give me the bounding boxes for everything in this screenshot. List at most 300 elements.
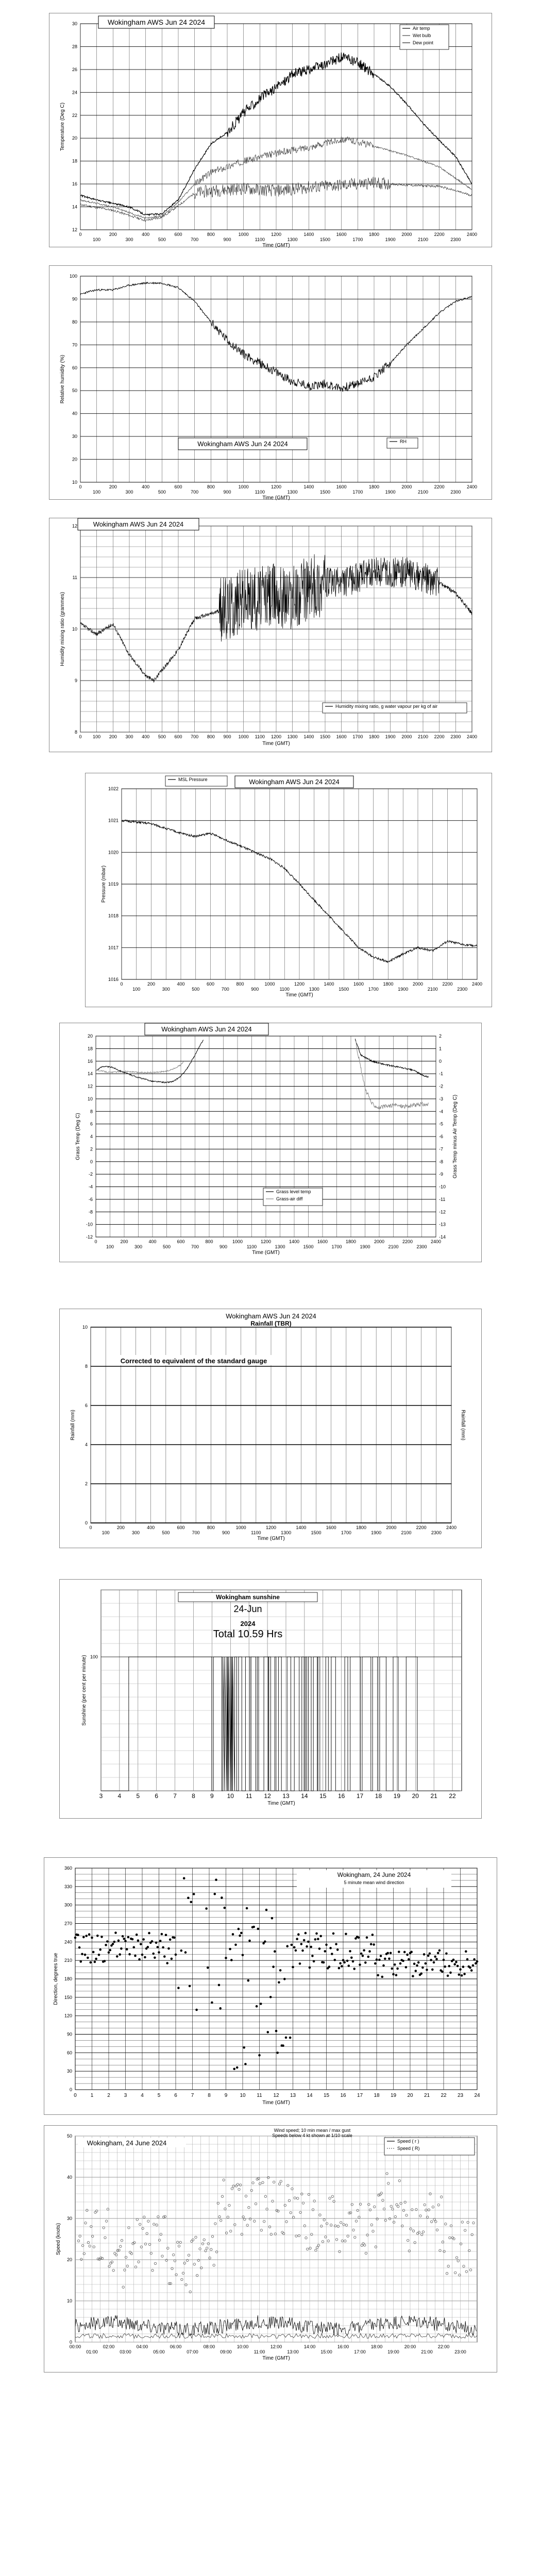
x-tick-label: 1600 — [336, 232, 347, 237]
x-tick-label: 800 — [207, 232, 215, 237]
data-point — [296, 1938, 298, 1940]
x-tick-label: 400 — [142, 232, 150, 237]
data-point — [382, 1964, 385, 1967]
data-point — [141, 1954, 144, 1956]
data-point — [448, 1965, 451, 1968]
data-point — [452, 1959, 455, 1961]
x-tick-label: 06:00 — [170, 2344, 182, 2349]
data-point — [377, 1974, 379, 1977]
x-tick-label: 500 — [158, 237, 166, 242]
x-tick-label: 1500 — [311, 1530, 322, 1535]
x-tick-label: 1300 — [287, 237, 298, 242]
x-tick-label: 2400 — [466, 734, 478, 739]
x-tick-label: 600 — [174, 484, 182, 489]
data-point — [258, 2054, 261, 2057]
data-point — [230, 1959, 233, 1961]
data-point — [244, 2063, 247, 2065]
x-tick-label: 1000 — [232, 1239, 243, 1244]
y-tick-label: 8 — [84, 1364, 88, 1369]
x-tick-label: 2400 — [430, 1239, 442, 1244]
x-tick-label: 5 — [157, 2093, 161, 2098]
x-tick-label: 11:00 — [253, 2349, 265, 2354]
data-point — [447, 1975, 449, 1977]
x-tick-label: 08:00 — [203, 2344, 215, 2349]
y-tick-label: 10 — [66, 2298, 72, 2303]
chart-title: Wokingham AWS Jun 24 2024 — [249, 778, 340, 786]
x-tick-label: 2100 — [427, 987, 438, 992]
data-point — [265, 1909, 268, 1911]
x-tick-label: 800 — [205, 1239, 213, 1244]
grass-temp-chart — [60, 1023, 482, 1263]
data-point — [427, 1955, 430, 1957]
x-tick-label: 8 — [208, 2093, 211, 2098]
data-point — [328, 1965, 331, 1968]
y-tick-label-right: -13 — [439, 1222, 446, 1227]
data-point — [134, 1955, 137, 1957]
x-tick-label: 1100 — [255, 489, 265, 495]
data-point — [368, 1950, 371, 1953]
data-point — [214, 1893, 216, 1895]
x-tick-label: 1200 — [260, 1239, 272, 1244]
x-tick-label: 100 — [102, 1530, 110, 1535]
wind-speed-chart-panel — [44, 2125, 497, 2372]
data-point — [247, 1979, 250, 1982]
x-tick-label: 18 — [374, 2093, 380, 2098]
data-point — [96, 1935, 99, 1937]
x-tick-label: 1600 — [336, 734, 347, 739]
x-tick-label: 13 — [290, 2093, 296, 2098]
data-point — [88, 1933, 91, 1936]
x-tick-label: 1400 — [289, 1239, 300, 1244]
data-point — [85, 1935, 88, 1937]
data-point — [187, 1897, 190, 1900]
x-tick-label: 1100 — [279, 987, 290, 992]
x-tick-label: 1200 — [270, 734, 282, 739]
x-tick-label: 1100 — [246, 1244, 257, 1249]
x-tick-label: 00:00 — [69, 2344, 81, 2349]
y-tick-label: 210 — [64, 1958, 72, 1963]
y-tick-label: -8 — [88, 1209, 93, 1215]
data-point — [238, 1928, 240, 1930]
y-tick-label: 100 — [69, 274, 77, 279]
x-axis-label: Time (GMT) — [262, 741, 290, 747]
y-tick-label: 1020 — [108, 850, 119, 855]
y-tick-label-right: -11 — [439, 1196, 446, 1202]
data-point — [410, 1951, 413, 1953]
data-point — [127, 1936, 130, 1939]
data-point — [286, 1945, 289, 1947]
y-tick-label: 2 — [90, 1146, 93, 1152]
x-tick-label: 16:00 — [337, 2344, 349, 2349]
data-point — [458, 1974, 461, 1976]
data-point — [353, 1968, 356, 1970]
x-axis-label: Time (GMT) — [267, 1801, 295, 1806]
x-tick-label: 21 — [430, 1792, 437, 1800]
x-tick-label: 1800 — [383, 981, 394, 987]
x-tick-label: 2200 — [434, 232, 445, 237]
data-point — [453, 1963, 456, 1965]
y-tick-label: 0 — [69, 2340, 72, 2345]
legend-label: Humidity mixing ratio, g water vapour per kg of air — [335, 704, 438, 709]
x-tick-label: 1200 — [270, 232, 282, 237]
data-point — [403, 1951, 406, 1954]
data-point — [390, 1952, 392, 1955]
x-tick-label: 1900 — [398, 987, 409, 992]
data-point — [335, 1943, 337, 1945]
y-tick-label: 10 — [87, 1096, 93, 1101]
data-point — [438, 1950, 441, 1952]
x-tick-label: 900 — [223, 237, 231, 242]
x-tick-label: 1900 — [385, 237, 396, 242]
data-point — [412, 1975, 414, 1977]
y-tick-label: 60 — [72, 365, 77, 370]
x-tick-label: 20 — [412, 1792, 419, 1800]
data-point — [283, 1978, 286, 1980]
x-tick-label: 2100 — [388, 1244, 399, 1249]
x-tick-label: 2300 — [416, 1244, 427, 1249]
y-tick-label: 90 — [66, 2031, 72, 2037]
y-tick-label: 40 — [66, 2175, 72, 2180]
y-tick-label: 6 — [84, 1403, 88, 1408]
x-tick-label: 19 — [390, 2093, 397, 2098]
data-point — [171, 1958, 173, 1960]
data-point — [430, 1959, 432, 1961]
y-tick-label: 1022 — [108, 786, 119, 791]
rainfall-chart-panel — [59, 1309, 482, 1548]
x-tick-label: 700 — [191, 1244, 199, 1249]
x-tick-label: 2 — [107, 2093, 110, 2098]
data-point — [215, 1878, 217, 1881]
data-point — [303, 1939, 306, 1942]
y-tick-label: 16 — [72, 181, 77, 187]
data-point — [163, 1955, 166, 1958]
x-tick-label: 800 — [207, 734, 215, 739]
data-point — [325, 1943, 328, 1946]
data-point — [87, 1957, 89, 1959]
x-tick-label: 2100 — [401, 1530, 412, 1535]
rainfall-chart — [60, 1309, 482, 1549]
y-tick-label: 40 — [72, 411, 77, 416]
y-tick-label-right: 0 — [439, 1058, 442, 1064]
x-axis-label: Time (GMT) — [262, 2100, 290, 2106]
data-point — [317, 1938, 319, 1940]
y-tick-label: 180 — [64, 1976, 72, 1981]
y-tick-label: 100 — [90, 1654, 98, 1659]
data-point — [94, 1961, 96, 1963]
chart-annotation: Corrected to equivalent of the standard gauge — [120, 1357, 267, 1365]
data-point — [359, 1963, 361, 1966]
x-tick-label: 8 — [192, 1792, 195, 1800]
data-point — [242, 1954, 244, 1957]
data-point — [90, 1961, 92, 1964]
data-point — [157, 1946, 159, 1948]
data-point — [159, 1940, 162, 1942]
data-point — [300, 1943, 303, 1945]
y-tick-label: 1021 — [108, 818, 119, 823]
x-tick-label: 1900 — [360, 1244, 370, 1249]
x-axis-label: Time (GMT) — [262, 2355, 290, 2361]
x-tick-label: 200 — [116, 1525, 125, 1530]
y-axis-label: Sunshine (per cent per minute) — [81, 1655, 87, 1726]
data-point — [292, 1966, 294, 1969]
y-tick-label: 8 — [90, 1109, 93, 1114]
x-tick-label: 1900 — [385, 734, 396, 739]
data-point — [323, 1961, 325, 1964]
legend-label: MSL Pressure — [178, 777, 208, 782]
x-tick-label: 10:00 — [236, 2344, 249, 2349]
x-tick-label: 18 — [375, 1792, 382, 1800]
x-tick-label: 20:00 — [404, 2344, 416, 2349]
data-point — [318, 1947, 321, 1950]
x-tick-label: 1100 — [251, 1530, 261, 1535]
x-tick-label: 600 — [177, 1239, 185, 1244]
x-tick-label: 300 — [134, 1244, 143, 1249]
x-tick-label: 17 — [356, 1792, 364, 1800]
x-tick-label: 2400 — [446, 1525, 457, 1530]
y-tick-label: 80 — [72, 319, 77, 325]
data-point — [162, 1946, 164, 1949]
data-point — [98, 1954, 100, 1956]
data-point — [246, 1907, 248, 1910]
data-point — [123, 1938, 126, 1940]
data-point — [116, 1955, 119, 1958]
x-tick-label: 1 — [90, 2093, 94, 2098]
temperature-chart-panel — [49, 13, 492, 247]
data-point — [341, 1965, 343, 1968]
data-point — [459, 1968, 462, 1971]
data-point — [473, 1958, 476, 1961]
data-point — [398, 1951, 400, 1953]
x-tick-label: 500 — [158, 489, 166, 495]
y-tick-label: 18 — [87, 1046, 93, 1052]
x-tick-label: 1300 — [287, 734, 298, 739]
y-tick-label: 60 — [66, 2050, 72, 2056]
y-tick-label: 12 — [72, 227, 77, 232]
data-point — [395, 1974, 398, 1976]
y-tick-label-right: 1 — [439, 1046, 442, 1052]
x-tick-label: 1600 — [336, 484, 347, 489]
data-point — [120, 1947, 123, 1950]
chart-title: Wokingham AWS Jun 24 2024 — [226, 1312, 316, 1320]
x-axis-label: Time (GMT) — [285, 992, 313, 998]
x-tick-label: 1800 — [368, 484, 380, 489]
x-tick-label: 2200 — [416, 1525, 427, 1530]
x-tick-label: 23 — [457, 2093, 464, 2098]
x-tick-label: 15:00 — [320, 2349, 332, 2354]
data-point — [329, 1947, 332, 1950]
x-tick-label: 1400 — [303, 232, 314, 237]
x-axis-label: Time (GMT) — [252, 1250, 280, 1256]
data-point — [380, 1955, 382, 1957]
x-tick-label: 13 — [282, 1792, 290, 1800]
y-axis-label: Direction, degrees true — [53, 1953, 59, 2005]
x-tick-label: 600 — [174, 734, 182, 739]
data-point — [314, 1938, 317, 1941]
data-point — [112, 1943, 114, 1945]
x-tick-label: 1400 — [296, 1525, 307, 1530]
humidity-chart — [49, 266, 493, 500]
x-tick-label: 1700 — [352, 237, 363, 242]
data-point — [406, 1954, 409, 1956]
y-tick-label: 10 — [72, 480, 77, 485]
x-tick-label: 700 — [192, 1530, 200, 1535]
data-point — [190, 1901, 193, 1904]
data-point — [100, 1936, 103, 1938]
x-tick-label: 1700 — [341, 1530, 351, 1535]
x-tick-label: 23:00 — [454, 2349, 466, 2354]
x-tick-label: 700 — [191, 237, 199, 242]
x-tick-label: 0 — [79, 232, 82, 237]
data-point — [78, 1946, 81, 1949]
y-tick-label: 22 — [72, 112, 77, 118]
x-axis-label: Time (GMT) — [257, 1536, 285, 1541]
x-tick-label: 100 — [93, 734, 101, 739]
data-point — [189, 1985, 191, 1988]
data-point — [297, 1933, 300, 1936]
data-point — [117, 1939, 120, 1942]
x-tick-label: 0 — [79, 734, 82, 739]
x-tick-label: 300 — [131, 1530, 140, 1535]
y-axis-label: Humidity mixing ratio (grammes) — [60, 592, 65, 666]
data-point — [128, 1953, 131, 1956]
y-tick-label: 120 — [64, 2013, 72, 2019]
data-point — [420, 1972, 422, 1975]
y-tick-label-right: -14 — [439, 1234, 446, 1240]
data-point — [416, 1964, 418, 1967]
x-tick-label: 400 — [142, 484, 150, 489]
data-point — [444, 1965, 446, 1968]
data-point — [232, 1933, 234, 1936]
data-point — [367, 1956, 370, 1958]
y-tick-label: 8 — [74, 730, 77, 735]
data-point — [234, 1944, 237, 1946]
x-tick-label: 0 — [120, 981, 123, 987]
x-tick-label: 200 — [120, 1239, 128, 1244]
x-tick-label: 2300 — [457, 987, 468, 992]
x-tick-label: 900 — [219, 1244, 228, 1249]
data-point — [336, 1948, 339, 1951]
y-tick-label: 10 — [72, 626, 77, 632]
y-tick-label: 270 — [64, 1921, 72, 1926]
sunshine-chart — [60, 1580, 482, 1819]
data-point — [457, 1965, 459, 1968]
x-tick-label: 4 — [141, 2093, 144, 2098]
x-tick-label: 22 — [449, 1792, 456, 1800]
data-point — [445, 1953, 448, 1955]
y-tick-label: -6 — [88, 1196, 93, 1202]
data-point — [219, 2007, 222, 2010]
data-point — [461, 1974, 463, 1977]
y-tick-label: 300 — [64, 1902, 72, 1908]
x-tick-label: 400 — [148, 1239, 157, 1244]
data-point — [334, 1959, 336, 1961]
data-point — [291, 1944, 293, 1946]
data-point — [391, 1968, 394, 1970]
data-point — [169, 1938, 172, 1941]
y-tick-label: 12 — [87, 1083, 93, 1089]
x-tick-label: 01:00 — [86, 2349, 98, 2354]
data-point — [408, 1958, 410, 1961]
y-tick-label: 70 — [72, 342, 77, 348]
x-tick-label: 400 — [142, 734, 150, 739]
data-point — [339, 1962, 342, 1965]
data-point — [122, 1935, 124, 1938]
data-point — [429, 1953, 431, 1955]
y-axis-label-right: Grass Temp minus Air Temp (Deg C) — [452, 1094, 458, 1179]
data-point — [364, 1961, 367, 1964]
x-tick-label: 1200 — [294, 981, 305, 987]
x-tick-label: 200 — [109, 232, 117, 237]
x-tick-label: 2400 — [471, 981, 483, 987]
data-point — [384, 1958, 386, 1960]
y-tick-label: 12 — [72, 523, 77, 529]
data-point — [221, 1896, 223, 1899]
x-tick-label: 1900 — [371, 1530, 382, 1535]
x-tick-label: 2200 — [434, 484, 445, 489]
x-tick-label: 1100 — [255, 237, 265, 242]
data-point — [293, 1946, 296, 1949]
data-point — [433, 1961, 435, 1964]
y-tick-label-right: 2 — [439, 1033, 442, 1039]
data-point — [207, 1967, 209, 1969]
y-tick-label-right: -2 — [439, 1083, 444, 1089]
x-tick-label: 19 — [393, 1792, 401, 1800]
y-tick-label: 26 — [72, 66, 77, 72]
chart-title: Wokingham AWS Jun 24 2024 — [107, 18, 206, 26]
data-point — [257, 1928, 260, 1930]
data-point — [114, 1931, 117, 1934]
data-point — [175, 1954, 177, 1956]
x-tick-label: 15 — [323, 2093, 330, 2098]
x-tick-label: 100 — [93, 489, 101, 495]
data-point — [77, 1934, 79, 1936]
data-point — [282, 2044, 284, 2047]
data-point — [256, 2005, 258, 2008]
data-point — [441, 1971, 444, 1973]
x-tick-label: 1200 — [270, 484, 282, 489]
data-point — [151, 1940, 154, 1943]
data-point — [252, 1926, 255, 1928]
x-tick-label: 1500 — [303, 1244, 314, 1249]
data-point — [166, 1962, 168, 1964]
data-point — [465, 1950, 467, 1953]
y-tick-label: 20 — [72, 135, 77, 141]
x-tick-label: 2100 — [417, 237, 429, 242]
x-tick-label: 2000 — [401, 484, 412, 489]
data-point — [81, 1953, 83, 1956]
data-point — [306, 1945, 308, 1948]
data-point — [133, 1946, 136, 1948]
x-tick-label: 21 — [424, 2093, 430, 2098]
x-tick-label: 9 — [224, 2093, 228, 2098]
data-point — [338, 1967, 341, 1970]
data-point — [402, 1960, 404, 1962]
data-point — [126, 1948, 128, 1951]
data-point — [381, 1976, 384, 1978]
chart-subtitle: 5 minute mean wind direction — [344, 1880, 404, 1885]
x-tick-label: 0 — [89, 1525, 92, 1530]
y-axis-label: Relative humidity (%) — [60, 354, 65, 404]
data-point — [243, 2046, 245, 2049]
data-point — [131, 1938, 134, 1941]
data-point — [119, 1953, 121, 1956]
x-tick-label: 5 — [136, 1792, 140, 1800]
x-tick-label: 1400 — [303, 484, 314, 489]
y-tick-label: 18 — [72, 158, 77, 164]
x-tick-label: 07:00 — [187, 2349, 198, 2354]
y-tick-label: 150 — [64, 1994, 72, 2000]
x-tick-label: 2300 — [450, 734, 461, 739]
